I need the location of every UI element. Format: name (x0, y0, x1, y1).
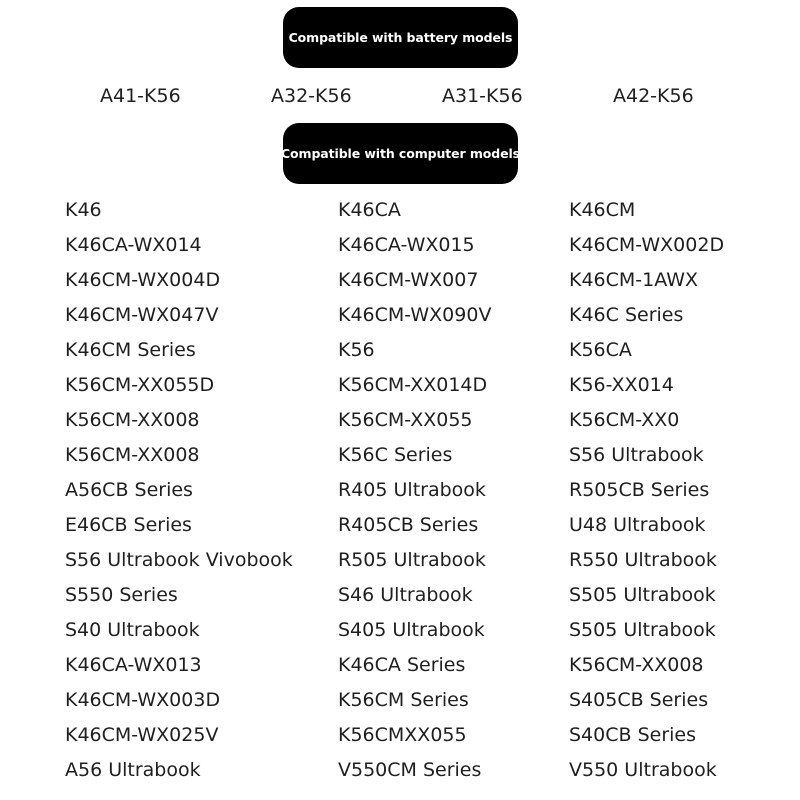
computer-model: S550 Series (65, 584, 178, 606)
computer-model: K46CM-WX004D (65, 269, 221, 291)
computer-model: S40 Ultrabook (65, 619, 200, 641)
computer-model: R505 Ultrabook (338, 549, 486, 571)
computer-model: U48 Ultrabook (569, 514, 706, 536)
computer-model-grid (0, 194, 800, 789)
battery-models-heading (283, 7, 518, 68)
computer-model: R505CB Series (569, 479, 710, 501)
computer-model: S505 Ultrabook (569, 584, 716, 606)
computer-model-row (0, 334, 800, 369)
computer-model: K46CM-WX025V (65, 724, 219, 746)
computer-model-row (0, 649, 800, 684)
computer-models-heading (280, 123, 521, 184)
computer-models-heading-text: Compatible with computer models (280, 146, 521, 161)
computer-model-row (0, 229, 800, 264)
computer-model: K46C Series (569, 304, 684, 326)
computer-model: S56 Ultrabook (569, 444, 704, 466)
computer-model: K56CM-XX008 (569, 654, 704, 676)
computer-model-row (0, 439, 800, 474)
computer-model: R405CB Series (338, 514, 479, 536)
computer-model-row (0, 719, 800, 754)
computer-model: K56CM-XX0 (569, 409, 680, 431)
computer-model-row (0, 474, 800, 509)
computer-model: K46CM Series (65, 339, 196, 361)
computer-model: K46CM-WX002D (569, 234, 725, 256)
computer-model: K56CA (569, 339, 632, 361)
battery-model-list (0, 82, 800, 110)
computer-model: K46CM-WX047V (65, 304, 219, 326)
computer-model-row (0, 544, 800, 579)
computer-model: K56CM-XX008 (65, 409, 200, 431)
computer-model-row (0, 194, 800, 229)
computer-model: K46CM (569, 199, 636, 221)
computer-model-row (0, 299, 800, 334)
computer-model: R405 Ultrabook (338, 479, 486, 501)
computer-model: S56 Ultrabook Vivobook (65, 549, 293, 571)
computer-model: K46CM-1AWX (569, 269, 699, 291)
computer-model: K56CMXX055 (338, 724, 467, 746)
battery-model: A32-K56 (271, 85, 352, 107)
computer-model: K56-XX014 (569, 374, 674, 396)
computer-model-row (0, 264, 800, 299)
battery-models-heading-text: Compatible with battery models (288, 30, 513, 45)
battery-model: A41-K56 (100, 85, 181, 107)
computer-model: S405 Ultrabook (338, 619, 485, 641)
computer-model-row (0, 509, 800, 544)
computer-model-row (0, 404, 800, 439)
computer-model: K46CA (338, 199, 401, 221)
computer-model: A56CB Series (65, 479, 193, 501)
computer-model: S40CB Series (569, 724, 697, 746)
computer-model: K46 (65, 199, 102, 221)
computer-model: A56 Ultrabook (65, 759, 201, 781)
computer-model: K46CA Series (338, 654, 466, 676)
computer-model-row (0, 369, 800, 404)
computer-model: K46CM-WX003D (65, 689, 221, 711)
computer-model: K46CA-WX015 (338, 234, 475, 256)
computer-model: K56 (338, 339, 375, 361)
computer-model: K46CA-WX013 (65, 654, 202, 676)
computer-model: V550CM Series (338, 759, 482, 781)
computer-model-row (0, 684, 800, 719)
computer-model-row (0, 614, 800, 649)
computer-model: K46CA-WX014 (65, 234, 202, 256)
battery-model: A42-K56 (613, 85, 694, 107)
computer-model: K46CM-WX007 (338, 269, 479, 291)
computer-model: S505 Ultrabook (569, 619, 716, 641)
computer-model: K56C Series (338, 444, 453, 466)
battery-model: A31-K56 (442, 85, 523, 107)
computer-model-row (0, 579, 800, 614)
computer-model: K56CM-XX014D (338, 374, 488, 396)
computer-model: R550 Ultrabook (569, 549, 717, 571)
computer-model: K56CM-XX008 (65, 444, 200, 466)
computer-model: K56CM Series (338, 689, 469, 711)
computer-model: E46CB Series (65, 514, 192, 536)
computer-model: K56CM-XX055D (65, 374, 215, 396)
computer-model: S405CB Series (569, 689, 709, 711)
computer-model: V550 Ultrabook (569, 759, 717, 781)
computer-model: K56CM-XX055 (338, 409, 473, 431)
computer-model: K46CM-WX090V (338, 304, 492, 326)
computer-model: S46 Ultrabook (338, 584, 473, 606)
computer-model-row (0, 754, 800, 789)
